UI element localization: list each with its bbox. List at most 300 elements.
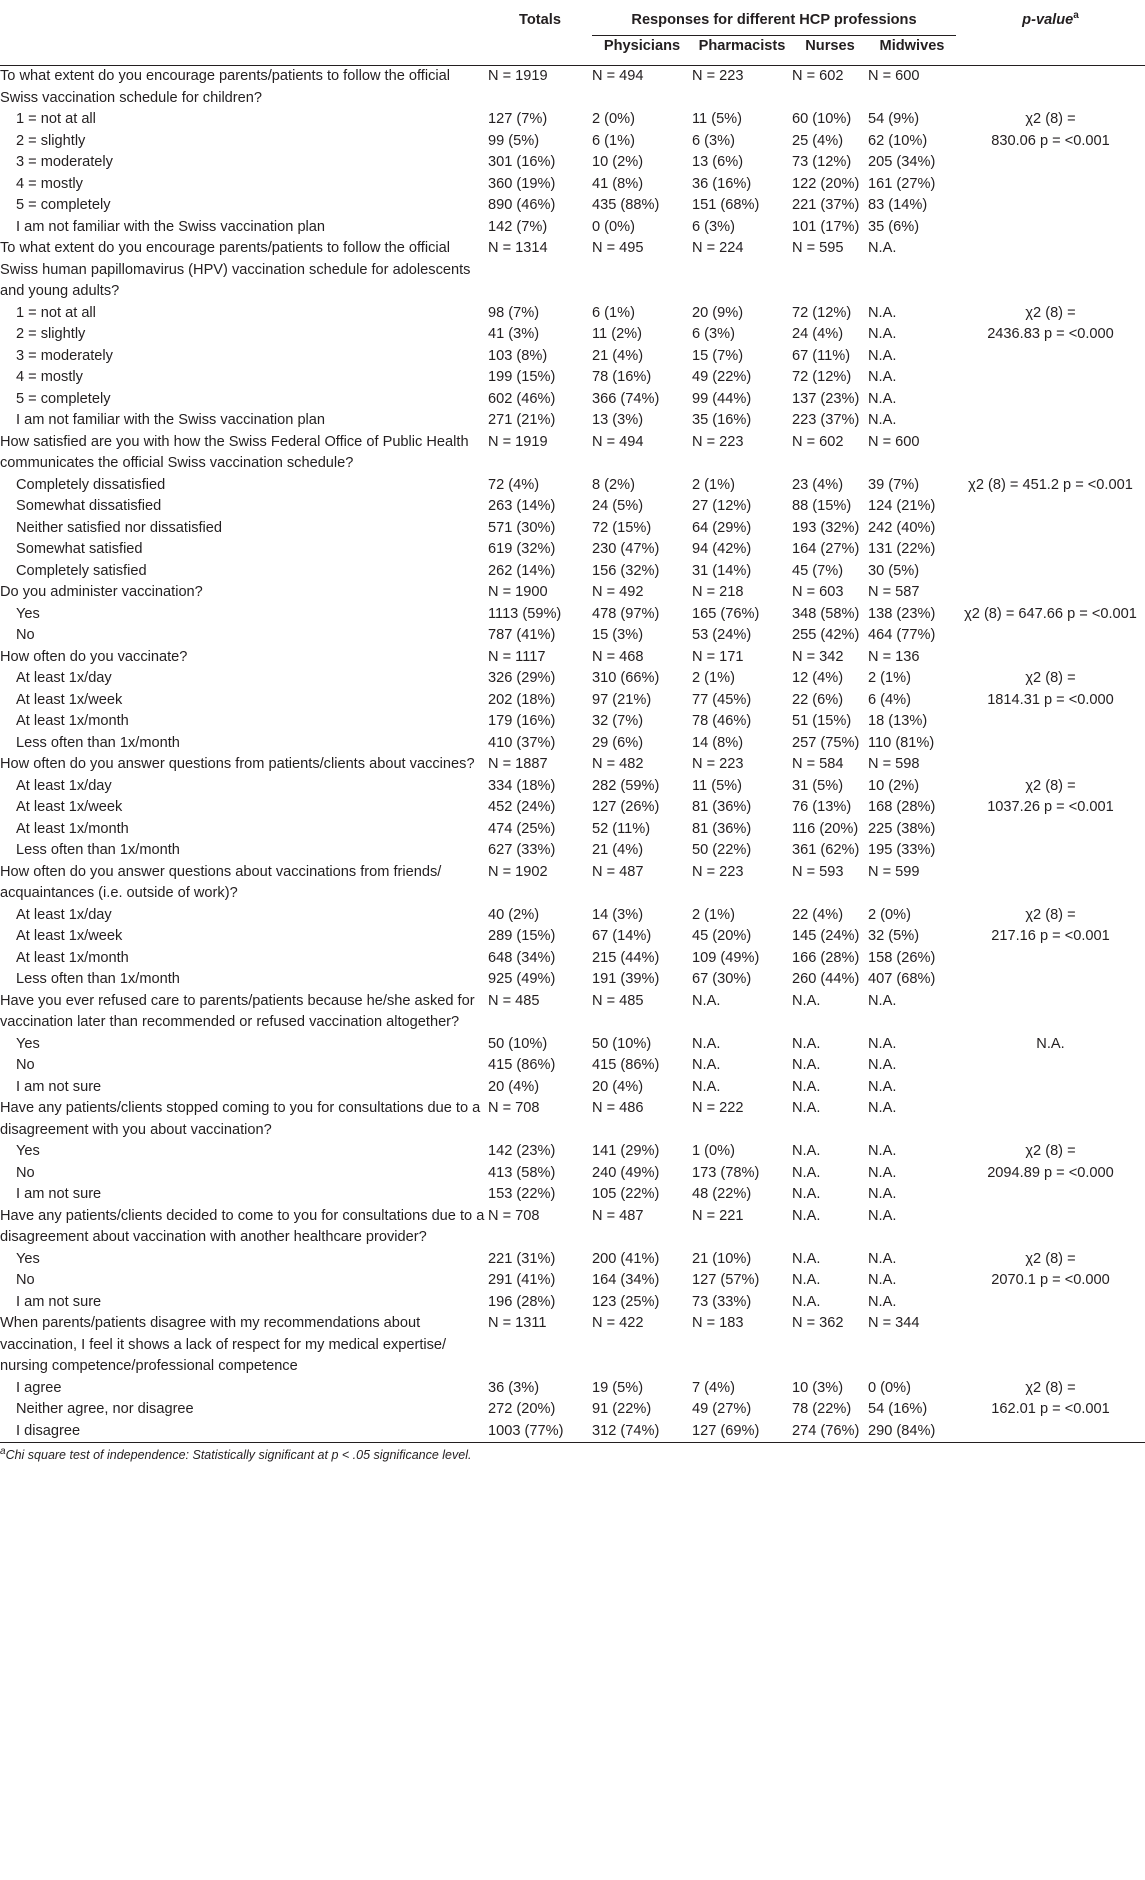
- cell-pvalue: [956, 840, 1145, 862]
- cell-nurses: N.A.: [792, 1250, 821, 1267]
- cell-nurses: N = 602: [792, 68, 844, 84]
- response-label: At least 1x/day: [16, 906, 112, 923]
- cell-nurses: N = 603: [792, 584, 844, 600]
- cell-pvalue: [956, 754, 1145, 776]
- question-row: [0, 862, 1145, 905]
- cell-nurses: 361 (62%): [792, 842, 860, 858]
- cell-physicians: 435 (88%): [592, 197, 660, 213]
- cell-pvalue: χ2 (8) = 647.66 p = <0.001: [964, 605, 1137, 622]
- question-row: [0, 1206, 1145, 1249]
- cell-physicians: N = 485: [592, 992, 644, 1009]
- cell-totals: 72 (4%): [488, 476, 540, 493]
- cell-totals: 602 (46%): [488, 390, 556, 407]
- cell-physicians: N = 487: [592, 1207, 644, 1224]
- response-row: [0, 819, 1145, 841]
- cell-totals: N = 708: [488, 1100, 540, 1116]
- response-row: [0, 389, 1145, 411]
- header-profession-group: Responses for different HCP professions: [592, 0, 956, 35]
- cell-physicians: 29 (6%): [592, 734, 644, 751]
- cell-totals: 142 (23%): [488, 1143, 556, 1159]
- cell-physicians: 97 (21%): [592, 691, 652, 708]
- cell-nurses: 22 (4%): [792, 906, 844, 923]
- cell-pharmacists: 6 (3%): [692, 326, 735, 342]
- cell-pvalue: [956, 711, 1145, 733]
- cell-physicians: N = 494: [592, 68, 644, 84]
- cell-physicians: 310 (66%): [592, 670, 660, 686]
- cell-midwives: N.A.: [868, 1207, 897, 1224]
- cell-pharmacists: 109 (49%): [692, 949, 760, 966]
- cell-pharmacists: 36 (16%): [692, 175, 752, 192]
- response-row: [0, 131, 1145, 153]
- cell-midwives: N.A.: [868, 390, 897, 407]
- cell-pharmacists: 49 (22%): [692, 369, 752, 385]
- cell-totals: 221 (31%): [488, 1250, 556, 1267]
- response-row: [0, 174, 1145, 196]
- response-row: [0, 518, 1145, 540]
- cell-pvalue: 830.06 p = <0.001: [991, 132, 1110, 149]
- response-row: [0, 1249, 1145, 1271]
- cell-pharmacists: 14 (8%): [692, 734, 744, 751]
- cell-totals: 40 (2%): [488, 906, 540, 923]
- cell-physicians: 67 (14%): [592, 928, 652, 944]
- cell-midwives: N.A.: [868, 1100, 897, 1116]
- response-label: No: [16, 1057, 35, 1073]
- response-row: [0, 367, 1145, 389]
- response-row: [0, 776, 1145, 798]
- cell-pharmacists: 27 (12%): [692, 498, 752, 514]
- response-label: Completely satisfied: [16, 562, 147, 579]
- cell-physicians: 32 (7%): [592, 713, 644, 729]
- cell-midwives: N.A.: [868, 992, 897, 1009]
- cell-midwives: N.A.: [868, 1250, 897, 1267]
- cell-physicians: N = 422: [592, 1315, 644, 1331]
- cell-pvalue: [956, 1421, 1145, 1443]
- cell-physicians: N = 495: [592, 240, 644, 256]
- cell-physicians: 21 (4%): [592, 842, 644, 858]
- cell-physicians: N = 482: [592, 756, 644, 772]
- response-row: [0, 905, 1145, 927]
- cell-midwives: N.A.: [868, 1078, 897, 1095]
- cell-totals: 648 (34%): [488, 949, 556, 966]
- response-row: [0, 1292, 1145, 1314]
- cell-nurses: N.A.: [792, 1164, 821, 1181]
- cell-pharmacists: 6 (3%): [692, 218, 735, 235]
- cell-totals: 410 (37%): [488, 734, 556, 751]
- cell-pvalue: χ2 (8) =: [1025, 111, 1076, 127]
- cell-pharmacists: 2 (1%): [692, 906, 735, 923]
- cell-pvalue: [956, 819, 1145, 841]
- question-row: [0, 991, 1145, 1034]
- cell-pvalue: [956, 195, 1145, 217]
- cell-totals: 99 (5%): [488, 132, 540, 149]
- cell-midwives: 407 (68%): [868, 971, 936, 987]
- cell-pharmacists: N = 222: [692, 1100, 744, 1116]
- response-label: I am not sure: [16, 1078, 102, 1095]
- cell-midwives: N.A.: [868, 1186, 897, 1202]
- cell-pharmacists: 127 (57%): [692, 1272, 760, 1288]
- cell-pharmacists: 50 (22%): [692, 842, 752, 858]
- cell-pvalue: [956, 1184, 1145, 1206]
- response-label: I am not familiar with the Swiss vaccination plan: [16, 218, 326, 235]
- cell-physicians: 72 (15%): [592, 519, 652, 536]
- cell-midwives: 35 (6%): [868, 218, 920, 235]
- cell-pvalue: [956, 66, 1145, 110]
- cell-pharmacists: 11 (5%): [692, 777, 743, 794]
- cell-totals: 289 (15%): [488, 928, 556, 944]
- cell-physicians: 0 (0%): [592, 218, 635, 235]
- cell-nurses: 78 (22%): [792, 1401, 852, 1417]
- cell-pharmacists: 1 (0%): [692, 1143, 735, 1159]
- cell-physicians: 50 (10%): [592, 1035, 652, 1052]
- cell-totals: N = 708: [488, 1207, 540, 1224]
- header-physicians: Physicians: [603, 37, 681, 54]
- cell-totals: 787 (41%): [488, 627, 556, 643]
- cell-pharmacists: 53 (24%): [692, 627, 752, 643]
- question-row: [0, 582, 1145, 604]
- cell-midwives: N = 598: [868, 756, 920, 772]
- cell-midwives: 54 (9%): [868, 111, 920, 127]
- response-label: Somewhat dissatisfied: [16, 498, 162, 514]
- cell-midwives: 0 (0%): [868, 1379, 911, 1396]
- cell-midwives: 131 (22%): [868, 541, 936, 557]
- header-nurses: Nurses: [805, 37, 855, 54]
- cell-pharmacists: N = 223: [692, 68, 744, 84]
- cell-pvalue: χ2 (8) =: [1025, 304, 1076, 321]
- cell-pharmacists: N.A.: [692, 992, 721, 1009]
- cell-pvalue: [956, 217, 1145, 239]
- response-label: Somewhat satisfied: [16, 541, 143, 557]
- cell-totals: 571 (30%): [488, 519, 556, 536]
- cell-pvalue: [956, 1055, 1145, 1077]
- cell-pharmacists: N.A.: [692, 1078, 721, 1095]
- question-text: Do you administer vaccination?: [0, 584, 203, 600]
- cell-physicians: 10 (2%): [592, 154, 644, 170]
- cell-totals: 474 (25%): [488, 820, 556, 837]
- cell-pharmacists: 173 (78%): [692, 1164, 760, 1181]
- response-label: 3 = moderately: [16, 347, 113, 364]
- question-row: [0, 1313, 1145, 1378]
- cell-nurses: N.A.: [792, 1143, 821, 1159]
- cell-totals: 127 (7%): [488, 111, 548, 127]
- cell-physicians: 415 (86%): [592, 1057, 660, 1073]
- response-label: Neither agree, nor disagree: [16, 1401, 194, 1417]
- cell-physicians: N = 486: [592, 1100, 644, 1116]
- cell-physicians: 123 (25%): [592, 1293, 660, 1310]
- header-totals: Totals: [519, 12, 561, 29]
- cell-nurses: N = 342: [792, 648, 844, 665]
- cell-nurses: 45 (7%): [792, 562, 844, 579]
- cell-totals: 103 (8%): [488, 347, 548, 364]
- response-row: [0, 926, 1145, 948]
- cell-pharmacists: 94 (42%): [692, 541, 752, 557]
- cell-physicians: 164 (34%): [592, 1272, 660, 1288]
- cell-pvalue: 2436.83 p = <0.000: [987, 326, 1114, 342]
- cell-totals: N = 1311: [488, 1315, 547, 1331]
- response-label: Yes: [16, 1250, 40, 1267]
- cell-midwives: 195 (33%): [868, 842, 936, 858]
- cell-midwives: 168 (28%): [868, 799, 936, 815]
- cell-totals: N = 1887: [488, 756, 548, 772]
- cell-pvalue: [956, 1077, 1145, 1099]
- response-label: 1 = not at all: [16, 111, 96, 127]
- response-row: [0, 690, 1145, 712]
- cell-pvalue: χ2 (8) =: [1025, 1250, 1076, 1267]
- cell-totals: N = 1919: [488, 68, 548, 84]
- cell-midwives: 242 (40%): [868, 519, 936, 536]
- cell-midwives: 161 (27%): [868, 175, 936, 192]
- response-row: [0, 948, 1145, 970]
- cell-physicians: 11 (2%): [592, 326, 643, 342]
- cell-pvalue: [956, 496, 1145, 518]
- cell-pharmacists: 31 (14%): [692, 562, 752, 579]
- cell-nurses: 25 (4%): [792, 132, 844, 149]
- cell-pharmacists: 78 (46%): [692, 713, 752, 729]
- cell-pharmacists: N = 223: [692, 756, 744, 772]
- cell-pvalue: [956, 625, 1145, 647]
- question-text: Have any patients/clients stopped coming to you for consultations due to a disagreement with you about vaccination?: [0, 1100, 481, 1138]
- response-label: At least 1x/week: [16, 799, 123, 815]
- cell-midwives: 205 (34%): [868, 154, 936, 170]
- cell-nurses: 22 (6%): [792, 691, 844, 708]
- cell-midwives: N = 599: [868, 863, 920, 880]
- response-row: [0, 1270, 1145, 1292]
- question-text: To what extent do you encourage parents/patients to follow the official Swiss human papillomavirus (HPV) vaccination schedule for adolescents and young adults?: [0, 240, 471, 299]
- cell-pharmacists: 2 (1%): [692, 670, 735, 686]
- cell-midwives: 32 (5%): [868, 928, 920, 944]
- cell-physicians: 21 (4%): [592, 347, 644, 364]
- cell-pvalue: 162.01 p = <0.001: [991, 1401, 1110, 1417]
- cell-physicians: N = 468: [592, 648, 644, 665]
- response-label: At least 1x/week: [16, 691, 123, 708]
- cell-nurses: N.A.: [792, 1078, 821, 1095]
- response-row: [0, 195, 1145, 217]
- response-row: [0, 1421, 1145, 1443]
- cell-pharmacists: 73 (33%): [692, 1293, 752, 1310]
- response-label: I am not familiar with the Swiss vaccination plan: [16, 412, 326, 428]
- cell-pvalue: [956, 367, 1145, 389]
- cell-midwives: 225 (38%): [868, 820, 936, 837]
- cell-nurses: 122 (20%): [792, 175, 860, 192]
- question-text: Have any patients/clients decided to come to you for consultations due to a disagreement about vaccination with another healthcare provider?: [0, 1207, 485, 1245]
- cell-pvalue: [956, 948, 1145, 970]
- cell-pharmacists: 127 (69%): [692, 1422, 760, 1439]
- response-label: At least 1x/day: [16, 777, 112, 794]
- cell-midwives: N.A.: [868, 1035, 897, 1052]
- cell-physicians: 240 (49%): [592, 1164, 660, 1181]
- cell-physicians: 141 (29%): [592, 1143, 660, 1159]
- cell-pharmacists: 13 (6%): [692, 154, 744, 170]
- cell-physicians: 41 (8%): [592, 175, 644, 192]
- cell-totals: 98 (7%): [488, 304, 540, 321]
- cell-physicians: 91 (22%): [592, 1401, 652, 1417]
- response-row: [0, 797, 1145, 819]
- cell-pharmacists: 7 (4%): [692, 1379, 735, 1396]
- cell-physicians: 312 (74%): [592, 1422, 660, 1439]
- response-label: Yes: [16, 605, 40, 622]
- cell-midwives: N.A.: [868, 1143, 897, 1159]
- response-row: [0, 303, 1145, 325]
- cell-nurses: N.A.: [792, 992, 821, 1009]
- question-text: Have you ever refused care to parents/patients because he/she asked for vaccination later than recommended or refused vaccination altogether?: [0, 992, 475, 1030]
- question-text: To what extent do you encourage parents/patients to follow the official Swiss vaccination schedule for children?: [0, 68, 450, 106]
- cell-physicians: 19 (5%): [592, 1379, 644, 1396]
- question-row: [0, 66, 1145, 110]
- cell-physicians: 366 (74%): [592, 390, 660, 407]
- cell-nurses: N.A.: [792, 1293, 821, 1310]
- cell-totals: 360 (19%): [488, 175, 556, 192]
- cell-midwives: 62 (10%): [868, 132, 928, 149]
- cell-totals: 153 (22%): [488, 1186, 556, 1202]
- question-text: How often do you answer questions from patients/clients about vaccines?: [0, 756, 475, 772]
- cell-nurses: 24 (4%): [792, 326, 844, 342]
- cell-pharmacists: 81 (36%): [692, 799, 752, 815]
- cell-nurses: N.A.: [792, 1100, 821, 1116]
- cell-totals: 142 (7%): [488, 218, 548, 235]
- cell-pvalue: [956, 432, 1145, 475]
- cell-pharmacists: N = 171: [692, 648, 744, 665]
- cell-pharmacists: N.A.: [692, 1035, 721, 1052]
- cell-nurses: N.A.: [792, 1057, 821, 1073]
- cell-pvalue: [956, 389, 1145, 411]
- cell-nurses: 76 (13%): [792, 799, 852, 815]
- cell-nurses: 67 (11%): [792, 347, 851, 364]
- cell-pvalue: χ2 (8) =: [1025, 906, 1076, 923]
- response-row: [0, 604, 1145, 626]
- cell-midwives: N.A.: [868, 1057, 897, 1073]
- cell-pharmacists: N = 224: [692, 240, 744, 256]
- cell-totals: 627 (33%): [488, 842, 556, 858]
- response-label: At least 1x/month: [16, 949, 129, 966]
- cell-midwives: N.A.: [868, 1164, 897, 1181]
- response-label: At least 1x/month: [16, 713, 129, 729]
- cell-totals: 272 (20%): [488, 1401, 556, 1417]
- cell-nurses: 274 (76%): [792, 1422, 860, 1439]
- cell-nurses: 221 (37%): [792, 197, 860, 213]
- cell-physicians: 15 (3%): [592, 627, 644, 643]
- cell-physicians: 13 (3%): [592, 412, 644, 428]
- response-label: No: [16, 1164, 35, 1181]
- cell-pvalue: χ2 (8) = 451.2 p = <0.001: [968, 476, 1133, 493]
- response-row: [0, 346, 1145, 368]
- cell-physicians: 127 (26%): [592, 799, 660, 815]
- cell-pharmacists: 165 (76%): [692, 605, 760, 622]
- cell-nurses: 193 (32%): [792, 519, 860, 536]
- response-label: I am not sure: [16, 1186, 102, 1202]
- response-label: No: [16, 627, 35, 643]
- cell-nurses: 101 (17%): [792, 218, 860, 235]
- question-row: [0, 647, 1145, 669]
- cell-pvalue: χ2 (8) =: [1025, 777, 1076, 794]
- cell-physicians: 8 (2%): [592, 476, 635, 493]
- response-label: No: [16, 1272, 35, 1288]
- response-label: At least 1x/day: [16, 670, 112, 686]
- cell-totals: N = 1902: [488, 863, 548, 880]
- cell-pharmacists: 48 (22%): [692, 1186, 752, 1202]
- cell-pvalue: [956, 969, 1145, 991]
- cell-pvalue: [956, 1098, 1145, 1141]
- response-row: [0, 668, 1145, 690]
- cell-pharmacists: 20 (9%): [692, 304, 744, 321]
- cell-totals: 452 (24%): [488, 799, 556, 815]
- cell-pvalue: [956, 238, 1145, 303]
- response-row: [0, 324, 1145, 346]
- question-text: How satisfied are you with how the Swiss Federal Office of Public Health communicates the official Swiss vaccination schedule?: [0, 433, 469, 471]
- cell-totals: N = 1919: [488, 433, 548, 450]
- cell-pharmacists: 99 (44%): [692, 390, 752, 407]
- cell-nurses: N.A.: [792, 1207, 821, 1224]
- cell-pvalue: [956, 152, 1145, 174]
- question-row: [0, 1098, 1145, 1141]
- response-row: [0, 1163, 1145, 1185]
- cell-totals: 202 (18%): [488, 691, 556, 708]
- cell-totals: 1113 (59%): [488, 605, 562, 622]
- cell-nurses: 348 (58%): [792, 605, 860, 622]
- cell-totals: N = 485: [488, 992, 540, 1009]
- cell-nurses: 31 (5%): [792, 777, 844, 794]
- response-label: 4 = mostly: [16, 175, 83, 192]
- cell-pvalue: [956, 174, 1145, 196]
- cell-pharmacists: 45 (20%): [692, 928, 752, 944]
- response-row: [0, 475, 1145, 497]
- cell-nurses: 12 (4%): [792, 670, 844, 686]
- cell-totals: 301 (16%): [488, 154, 556, 170]
- cell-pharmacists: 21 (10%): [692, 1250, 752, 1267]
- response-label: 5 = completely: [16, 390, 111, 407]
- response-label: At least 1x/week: [16, 928, 123, 944]
- cell-nurses: 137 (23%): [792, 390, 860, 407]
- cell-pharmacists: N = 223: [692, 863, 744, 880]
- cell-nurses: 145 (24%): [792, 928, 860, 944]
- cell-pharmacists: 11 (5%): [692, 111, 743, 127]
- cell-midwives: N.A.: [868, 1293, 897, 1310]
- cell-totals: 196 (28%): [488, 1293, 556, 1310]
- response-row: [0, 1184, 1145, 1206]
- cell-physicians: 52 (11%): [592, 820, 651, 837]
- cell-midwives: N = 344: [868, 1315, 920, 1331]
- cell-nurses: 23 (4%): [792, 476, 844, 493]
- cell-physicians: 6 (1%): [592, 132, 635, 149]
- cell-nurses: N = 593: [792, 863, 844, 880]
- response-row: [0, 1055, 1145, 1077]
- cell-pvalue: [956, 991, 1145, 1034]
- cell-nurses: 257 (75%): [792, 734, 860, 751]
- cell-nurses: 88 (15%): [792, 498, 852, 514]
- cell-midwives: 83 (14%): [868, 197, 928, 213]
- response-row: [0, 840, 1145, 862]
- cell-totals: 179 (16%): [488, 713, 556, 729]
- response-label: I am not sure: [16, 1293, 102, 1310]
- response-label: Less often than 1x/month: [16, 971, 180, 987]
- cell-pharmacists: 2 (1%): [692, 476, 735, 493]
- cell-midwives: N = 587: [868, 584, 920, 600]
- cell-pharmacists: N = 223: [692, 433, 744, 450]
- cell-pvalue: [956, 1206, 1145, 1249]
- cell-pvalue: 1814.31 p = <0.000: [987, 691, 1114, 708]
- response-row: [0, 711, 1145, 733]
- cell-nurses: N = 362: [792, 1315, 844, 1331]
- cell-pharmacists: N = 218: [692, 584, 744, 600]
- cell-midwives: 54 (16%): [868, 1401, 928, 1417]
- cell-nurses: 255 (42%): [792, 627, 860, 643]
- question-row: [0, 238, 1145, 303]
- header-midwives: Midwives: [879, 37, 945, 54]
- cell-totals: 334 (18%): [488, 777, 556, 794]
- cell-nurses: 73 (12%): [792, 154, 852, 170]
- cell-totals: 20 (4%): [488, 1078, 540, 1095]
- cell-pvalue: 1037.26 p = <0.001: [987, 799, 1114, 815]
- cell-midwives: 39 (7%): [868, 476, 920, 493]
- response-row: [0, 217, 1145, 239]
